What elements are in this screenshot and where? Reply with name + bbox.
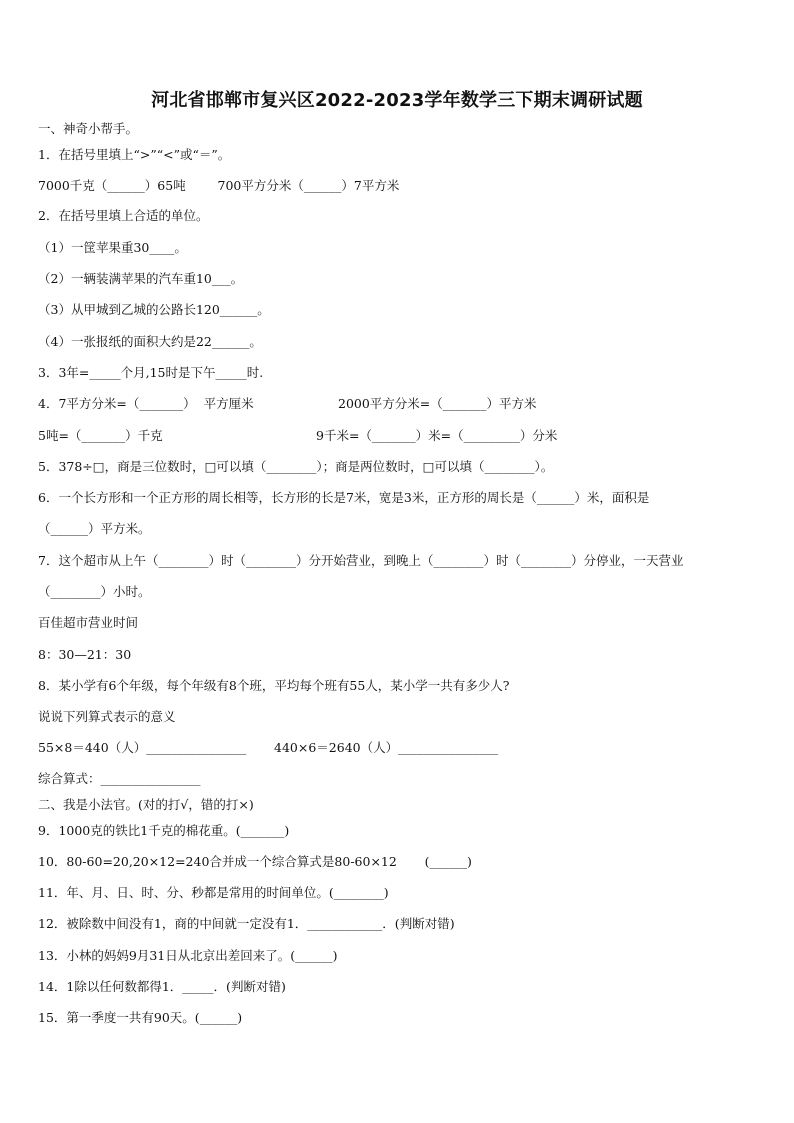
question-2-item-3: （3）从甲城到乙城的公路长120______。 [38,302,270,317]
question-8: 8．某小学有6个年级，每个年级有8个班，平均每个班有55人，某小学一共有多少人? [38,678,510,693]
question-4-part-1: 4．7平方分米=（_______） 平方厘米 [38,396,254,411]
question-8-formulas: 55×8＝440（人）________________ 440×6＝2640（人）________________ [38,740,499,755]
question-15: 15．第一季度一共有90天。(______) [38,1010,243,1025]
question-1: 1．在括号里填上“>”“<”或“＝”。 [38,147,231,162]
question-14: 14．1除以任何数都得1．_____．(判断对错) [38,979,286,994]
question-8-combined: 综合算式：________________ [38,771,201,786]
question-2-item-1: （1）一筐苹果重30____。 [38,240,187,255]
store-hours-label: 百佳超市营业时间 [38,615,139,630]
question-4-part-3: 5吨=（_______）千克 [38,428,163,443]
question-4-part-2: 2000平方分米=（_______）平方米 [338,396,537,411]
question-1-items: 7000千克（______）65吨 700平方分米（______）7平方米 [38,178,400,193]
question-8-instruction: 说说下列算式表示的意义 [38,709,176,724]
question-6: 6．一个长方形和一个正方形的周长相等，长方形的长是7米，宽是3米，正方形的周长是（______）米，面积是 [38,490,650,505]
question-9: 9．1000克的铁比1千克的棉花重。(_______) [38,823,290,838]
question-6-continued: （______）平方米。 [38,521,151,536]
question-12: 12．被除数中间没有1，商的中间就一定没有1．____________．(判断对错) [38,916,455,931]
question-7: 7．这个超市从上午（________）时（________）分开始营业，到晚上（________）时（________）分停业，一天营业 [38,553,684,568]
question-2-item-4: （4）一张报纸的面积大约是22______。 [38,334,262,349]
question-11: 11．年、月、日、时、分、秒都是常用的时间单位。(________) [38,885,389,900]
question-4-part-4: 9千米=（_______）米=（_________）分米 [316,428,558,443]
question-2-item-2: （2）一辆装满苹果的汽车重10___。 [38,271,244,286]
section-2-heading: 二、我是小法官。(对的打√，错的打×) [38,797,254,812]
question-13: 13．小林的妈妈9月31日从北京出差回来了。(______) [38,948,338,963]
question-3: 3．3年=_____个月,15时是下午_____时. [38,365,264,380]
question-10: 10．80-60=20,20×12=240合并成一个综合算式是80-60×12 (______) [38,854,472,869]
question-2: 2．在括号里填上合适的单位。 [38,208,209,223]
question-7-continued: （________）小时。 [38,584,151,599]
section-1-heading: 一、神奇小帮手。 [38,121,139,136]
page-title: 河北省邯郸市复兴区2022-2023学年数学三下期末调研试题 [151,90,643,111]
store-hours-value: 8：30—21：30 [38,647,132,662]
question-5: 5．378÷□，商是三位数时，□可以填（________）；商是两位数时，□可以填（________）。 [38,459,554,474]
